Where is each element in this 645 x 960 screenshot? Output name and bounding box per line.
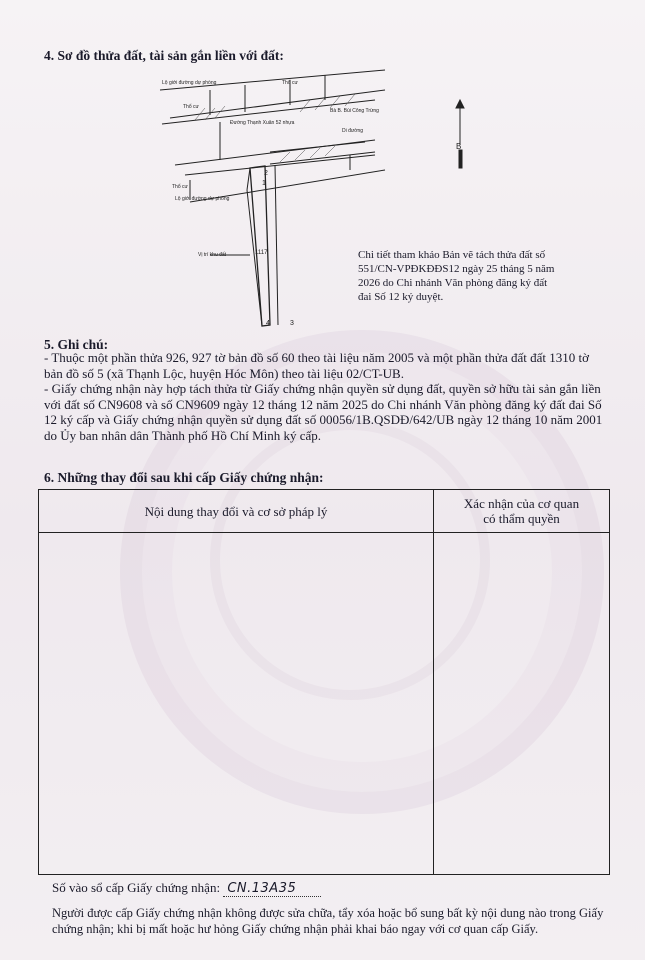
map-label-vitri: Vị trí khu đất — [198, 252, 227, 258]
map-label-parcel: 1117 — [255, 250, 268, 256]
map-label-road1: Lộ giới đường dự phòng — [162, 80, 217, 86]
changes-content-cell — [39, 533, 434, 875]
changes-col-content: Nội dung thay đổi và cơ sở pháp lý — [39, 490, 434, 533]
map-point-4: 4 — [266, 320, 270, 327]
section5-title: 5. Ghi chú: — [44, 337, 109, 352]
compass-label: B — [456, 142, 462, 151]
warning-text: Người được cấp Giấy chứng nhận không được sửa chữa, tẩy xóa hoặc bổ sung bất kỳ nội dung nào trong Giấy chứng nhận; khi bị mất hoặc hư hỏng Giấy chứng nhận phải khai báo ngay với cơ quan cấp Giấy. — [52, 906, 604, 936]
map-point-1: 1 — [262, 180, 266, 187]
changes-col-confirmation — [434, 490, 610, 533]
map-label-road4: Lộ giới đường dự phòng — [175, 196, 230, 202]
book-number-field — [223, 880, 321, 897]
section6-title: 6. Những thay đổi sau khi cấp Giấy chứng nhận: — [44, 470, 324, 485]
map-point-2: 2 — [264, 170, 268, 177]
map-reference-note: Chi tiết tham khảo Bản vẽ tách thửa đất số 551/CN-VPĐKĐĐS12 ngày 25 tháng 5 năm 2026 do Chi nhánh Văn phòng đăng ký đất đai Số 12 ký duyệt. — [358, 249, 555, 303]
map-label-thucu-3: Thổ cư — [172, 184, 188, 190]
map-label-thucu-2: Thổ cư — [282, 80, 298, 86]
changes-confirmation-cell — [434, 533, 610, 875]
section4-title: 4. Sơ đồ thửa đất, tài sản gắn liền với đất: — [44, 48, 284, 63]
book-number-value: CN.13A35 — [227, 881, 297, 896]
book-number-label: Số vào sổ cấp Giấy chứng nhận: — [52, 880, 221, 895]
changes-table — [38, 489, 610, 875]
map-point-3: 3 — [290, 320, 294, 327]
map-label-thucu-1: Thổ cư — [183, 104, 199, 110]
changes-col-confirmation-l2: có thẩm quyền — [483, 511, 560, 526]
map-label-road3: Bà B. Bùi Công Trừng — [330, 108, 379, 114]
map-label-road2: Đường Thạnh Xuân 52 nhựa — [230, 120, 295, 126]
note-line-2: - Giấy chứng nhận này hợp tách thửa từ Giấy chứng nhận quyền sử dụng đất, quyền sở hữu tài sản gắn liền với đất số CN9608 và số CN9609 ngày 12 tháng 12 năm 2025 do Chi nhánh Văn phòng đăng ký đất đai Số 12 ký cấp và Giấy chứng nhận quyền sử dụng đất số 00056/1B.QSDĐ/642/UB ngày 12 tháng 10 năm 2001 do Ủy ban nhân dân Thành phố Hồ Chí Minh ký cấp. — [44, 381, 603, 443]
book-number-line — [52, 880, 321, 897]
changes-col-confirmation-l1: Xác nhận của cơ quan — [463, 496, 580, 511]
note-line-1: - Thuộc một phần thửa 926, 927 tờ bản đồ số 60 theo tài liệu năm 2005 và một phần thửa đất đất 1310 tờ bản đồ số 5 (xã Thạnh Lộc, huyện Hóc Môn) theo tài liệu 02/CT-UB. — [44, 350, 589, 381]
map-label-ditrang: Di đường — [342, 128, 364, 134]
